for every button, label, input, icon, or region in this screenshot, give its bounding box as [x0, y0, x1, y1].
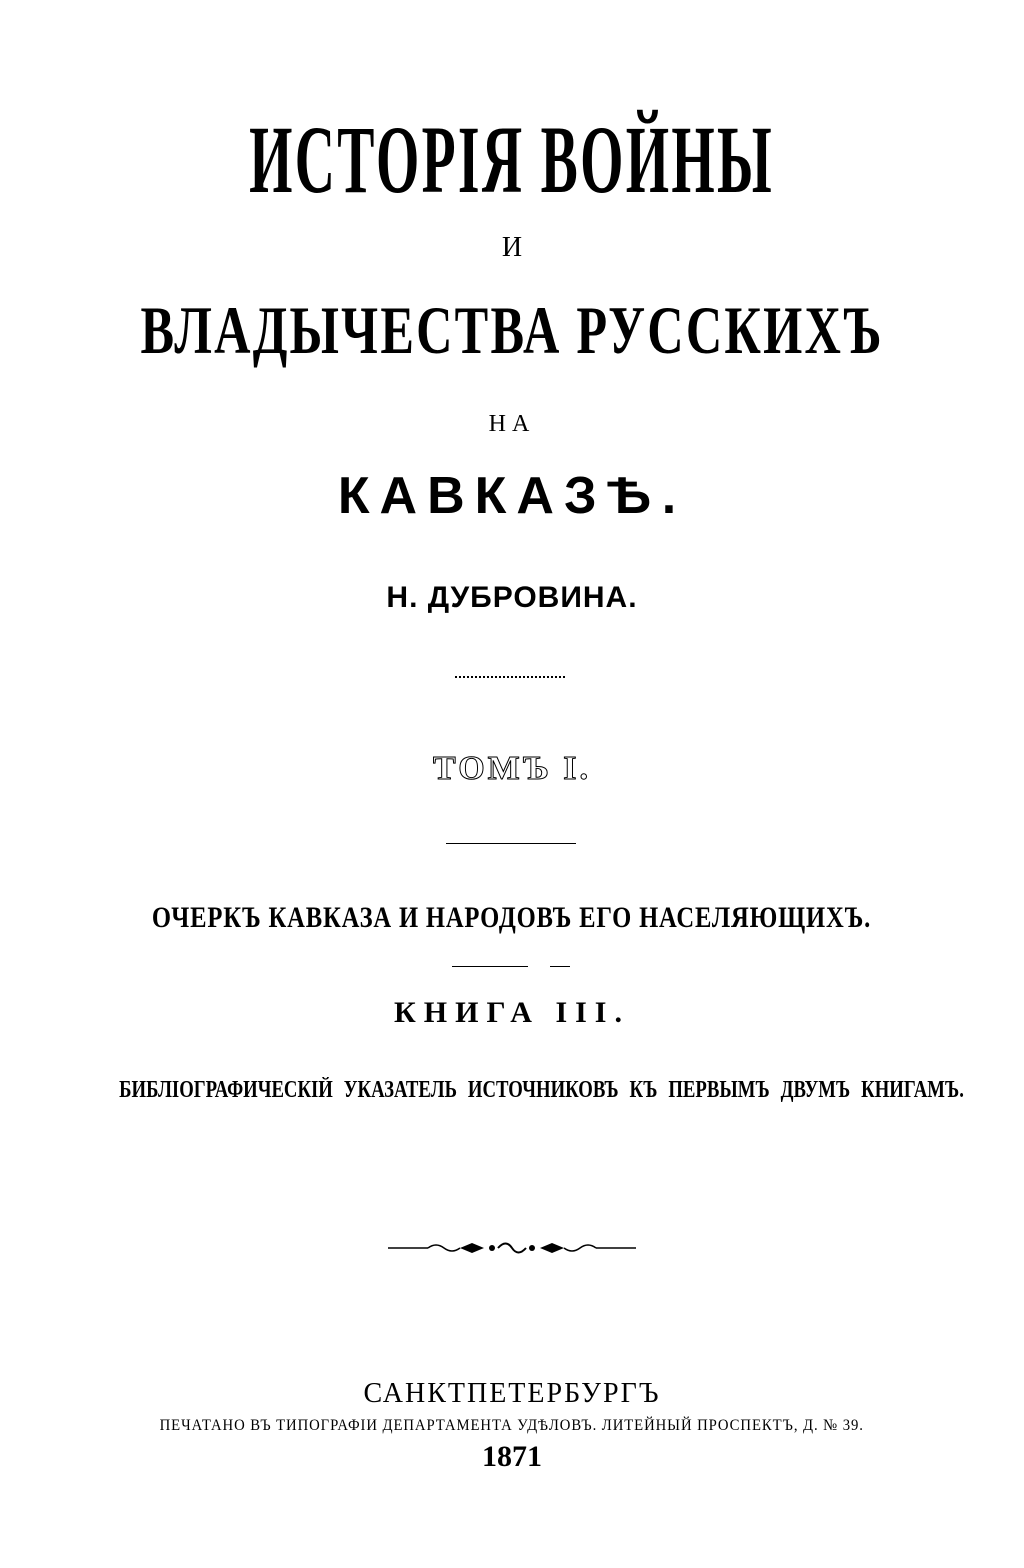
title-line-1-text: ИСТОРІЯ ВОЙНЫ: [249, 106, 775, 213]
imprint-year-text: 1871: [482, 1440, 542, 1473]
imprint-year: [0, 1442, 1024, 1472]
author: [0, 583, 1024, 613]
imprint-city-text: САНКТПЕТЕРБУРГЪ: [363, 1378, 661, 1409]
bibliography-line: [0, 1078, 1024, 1102]
title-conjunction: [0, 234, 1024, 262]
subtitle-text: ОЧЕРКЪ КАВКАЗА И НАРОДОВЪ ЕГО НАСЕЛЯЮЩИХЪ.: [152, 901, 872, 934]
imprint-city: [0, 1380, 1024, 1408]
author-text: Н. ДУБРОВИНА.: [386, 581, 638, 614]
title-line-2: [0, 292, 1024, 368]
title-preposition: [0, 412, 1024, 436]
title-line-3: [0, 467, 1024, 525]
divider-rule: [550, 966, 570, 967]
divider-rule: [446, 843, 576, 844]
imprint-printer: [0, 1417, 1024, 1434]
book-label: [0, 998, 1024, 1028]
title-line-3-text: КАВКАЗѢ.: [337, 467, 687, 525]
divider-rule: [455, 676, 565, 678]
bibliography-text: БИБЛІОГРАФИЧЕСКІЙ УКАЗАТЕЛЬ ИСТОЧНИКОВЪ КЪ ПЕРВЫМЪ ДВУМЪ КНИГАМЪ.: [119, 1077, 964, 1103]
divider-rule: [452, 966, 528, 967]
ornament-flourish-icon: [388, 1236, 636, 1260]
book-text: КНИГА III.: [394, 996, 630, 1029]
title-line-1: [0, 106, 1024, 213]
imprint-printer-text: ПЕЧАТАНО ВЪ ТИПОГРАФІИ ДЕПАРТАМЕНТА УДѢЛОВЪ. ЛИТЕЙНЫЙ ПРОСПЕКТЪ, Д. № 39.: [159, 1417, 865, 1434]
volume-text: ТОМЪ I.: [432, 750, 591, 787]
title-line-2-text: ВЛАДЫЧЕСТВА РУССКИХЪ: [140, 292, 884, 368]
title-preposition-text: НА: [488, 411, 536, 437]
volume-label: [0, 752, 1024, 786]
subtitle: [0, 903, 1024, 933]
title-conjunction-text: И: [501, 232, 523, 263]
